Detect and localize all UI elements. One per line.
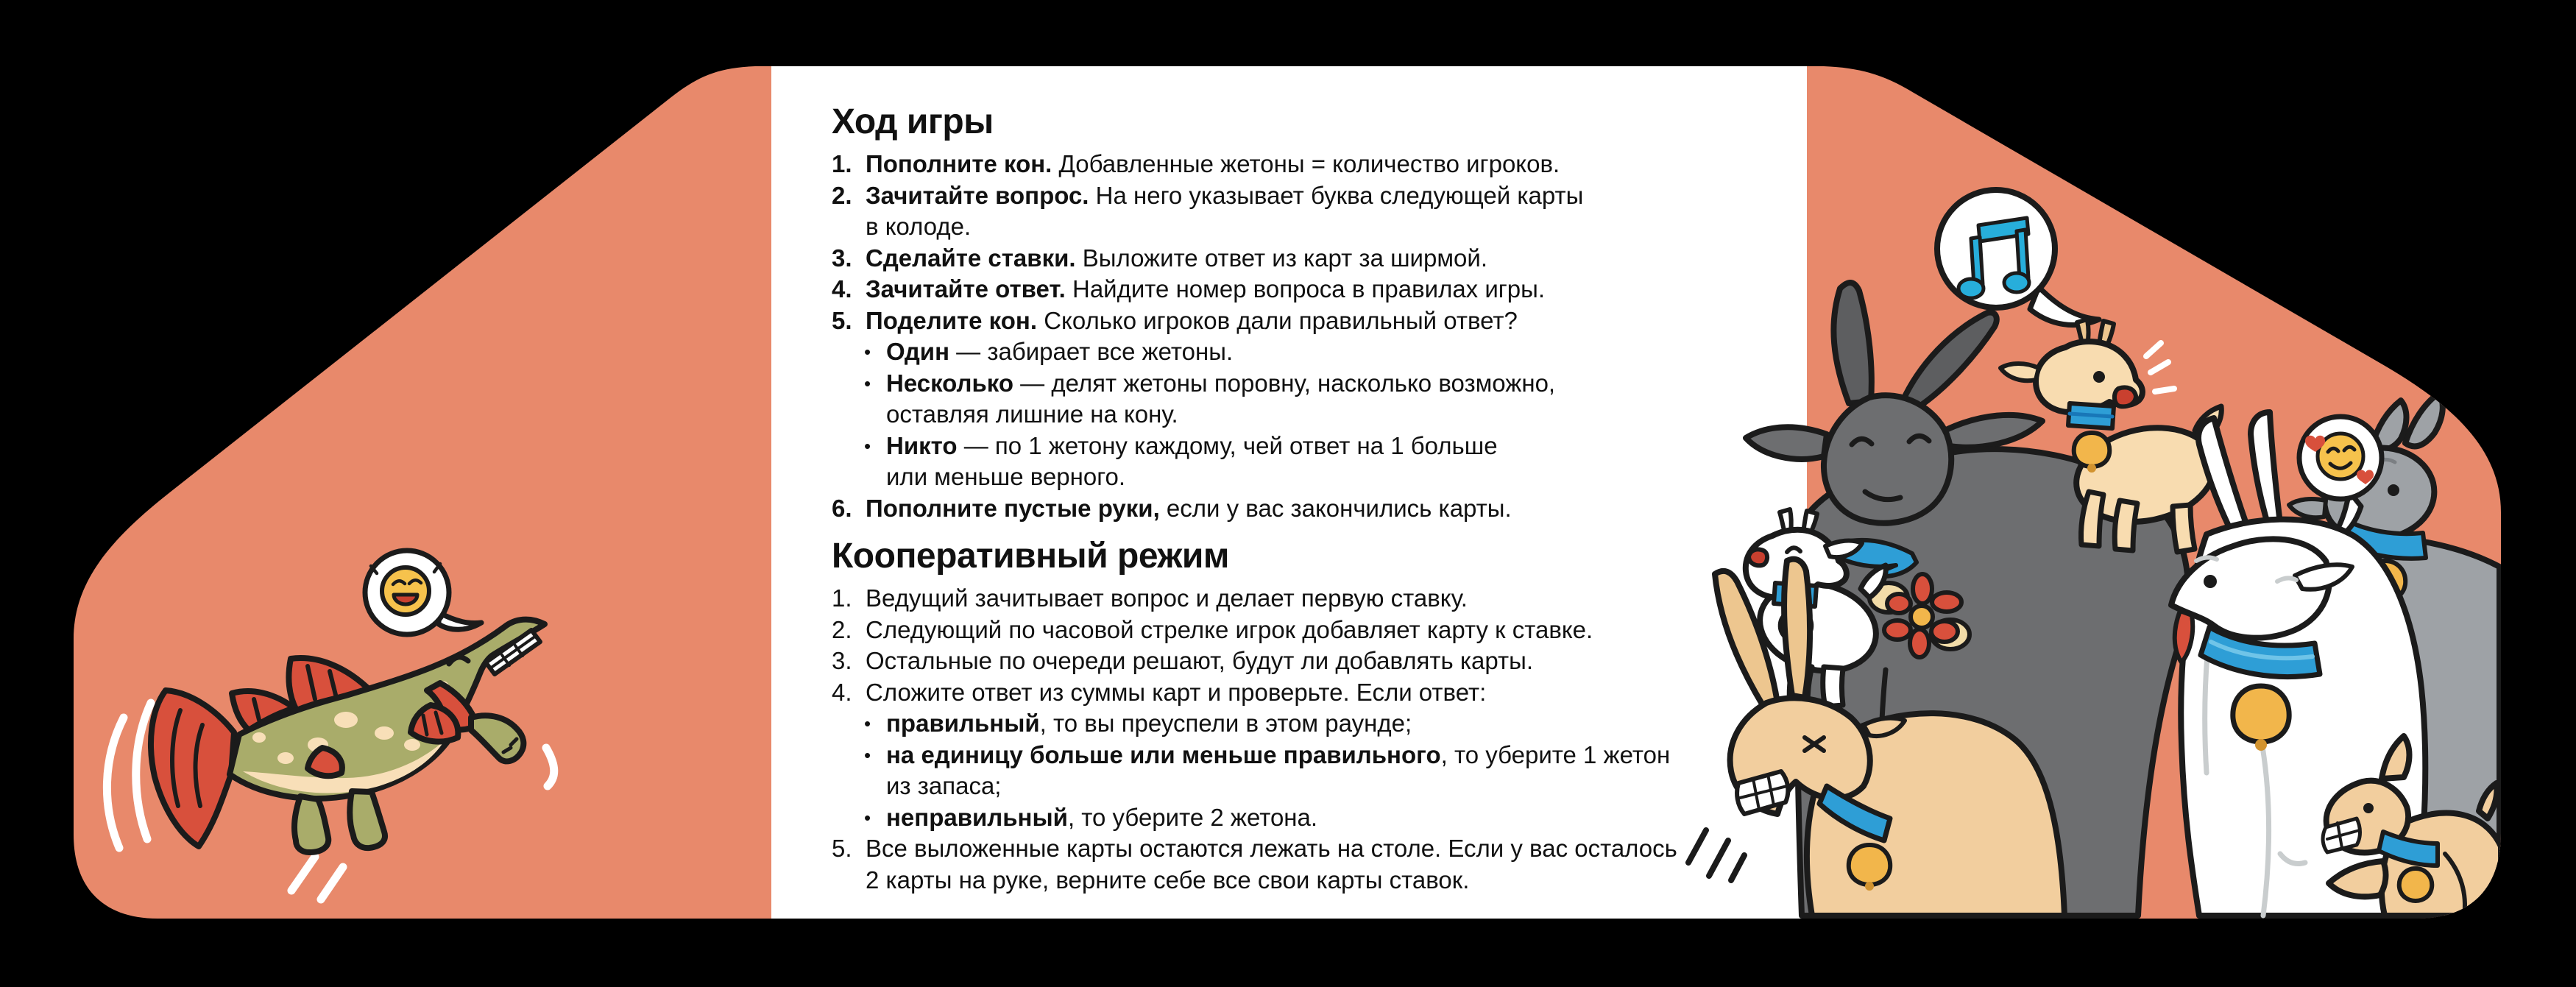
- numbered-item: 3. Сделайте ставки. Выложите ответ из карт за ширмой.: [832, 243, 1788, 275]
- numbered-item: 2. Следующий по часовой стрелке игрок добавляет карту к ставке.: [832, 615, 1788, 646]
- section-title-game-flow: Ход игры: [832, 102, 994, 141]
- bullet-marker: •: [864, 806, 871, 829]
- numbered-item: 2. Зачитайте вопрос. На него указывает буква следующей карты: [832, 180, 1788, 212]
- number-marker: 2.: [832, 615, 852, 643]
- bullet-marker: •: [864, 743, 871, 766]
- number-marker: 1.: [832, 584, 852, 612]
- number-marker: 4.: [832, 678, 852, 706]
- bullet-marker: •: [864, 372, 871, 395]
- rules-text: [832, 102, 1788, 899]
- game-flow-list: [832, 149, 1788, 524]
- numbered-item: 1. Ведущий зачитывает вопрос и делает первую ставку.: [832, 583, 1788, 615]
- number-marker: 3.: [832, 647, 852, 674]
- numbered-item: 6. Пополните пустые руки, если у вас закончились карты.: [832, 493, 1788, 525]
- numbered-item: 4. Сложите ответ из суммы карт и проверьте. Если ответ:: [832, 677, 1788, 709]
- number-marker: 4.: [832, 275, 852, 303]
- number-marker: 6.: [832, 494, 852, 522]
- numbered-item: 5. Поделите кон. Сколько игроков дали правильный ответ?: [832, 305, 1788, 337]
- bullet-marker: •: [864, 341, 871, 363]
- number-marker: 1.: [832, 150, 852, 177]
- bullet-item: • Несколько — делят жетоны поровну, насколько возможно,: [832, 368, 1788, 400]
- numbered-item: 5. Все выложенные карты остаются лежать на столе. Если у вас осталось: [832, 833, 1788, 865]
- bullet-item: • неправильный, то уберите 2 жетона.: [832, 802, 1788, 834]
- bullet-marker: •: [864, 434, 871, 457]
- wrapped-line: оставляя лишние на кону.: [886, 400, 1178, 428]
- section-title-coop-mode: Кооперативный режим: [832, 537, 1229, 576]
- numbered-item: 3. Остальные по очереди решают, будут ли добавлять карты.: [832, 645, 1788, 677]
- numbered-item: 4. Зачитайте ответ. Найдите номер вопроса в правилах игры.: [832, 274, 1788, 305]
- number-marker: 2.: [832, 181, 852, 209]
- bullet-item: • Один — забирает все жетоны.: [832, 336, 1788, 368]
- bullet-item: • на единицу больше или меньше правильного, то уберите 1 жетон: [832, 740, 1788, 771]
- number-marker: 3.: [832, 244, 852, 272]
- number-marker: 5.: [832, 835, 852, 862]
- wrapped-line: из запаса;: [886, 772, 1002, 799]
- wrapped-line: в колоде.: [866, 213, 972, 240]
- bullet-item: • Никто — по 1 жетону каждому, чей ответ на 1 больше: [832, 431, 1788, 462]
- bell: [2399, 869, 2432, 901]
- bullet-item: • правильный, то вы преуспели в этом раунде;: [832, 708, 1788, 740]
- wrapped-line: 2 карты на руке, верните себе все свои карты ставок.: [866, 866, 1470, 894]
- coop-mode-list: [832, 583, 1788, 896]
- number-marker: 5.: [832, 306, 852, 334]
- wrapped-line: или меньше верного.: [886, 463, 1126, 490]
- bullet-marker: •: [864, 712, 871, 735]
- numbered-item: 1. Пополните кон. Добавленные жетоны = количество игроков.: [832, 149, 1788, 180]
